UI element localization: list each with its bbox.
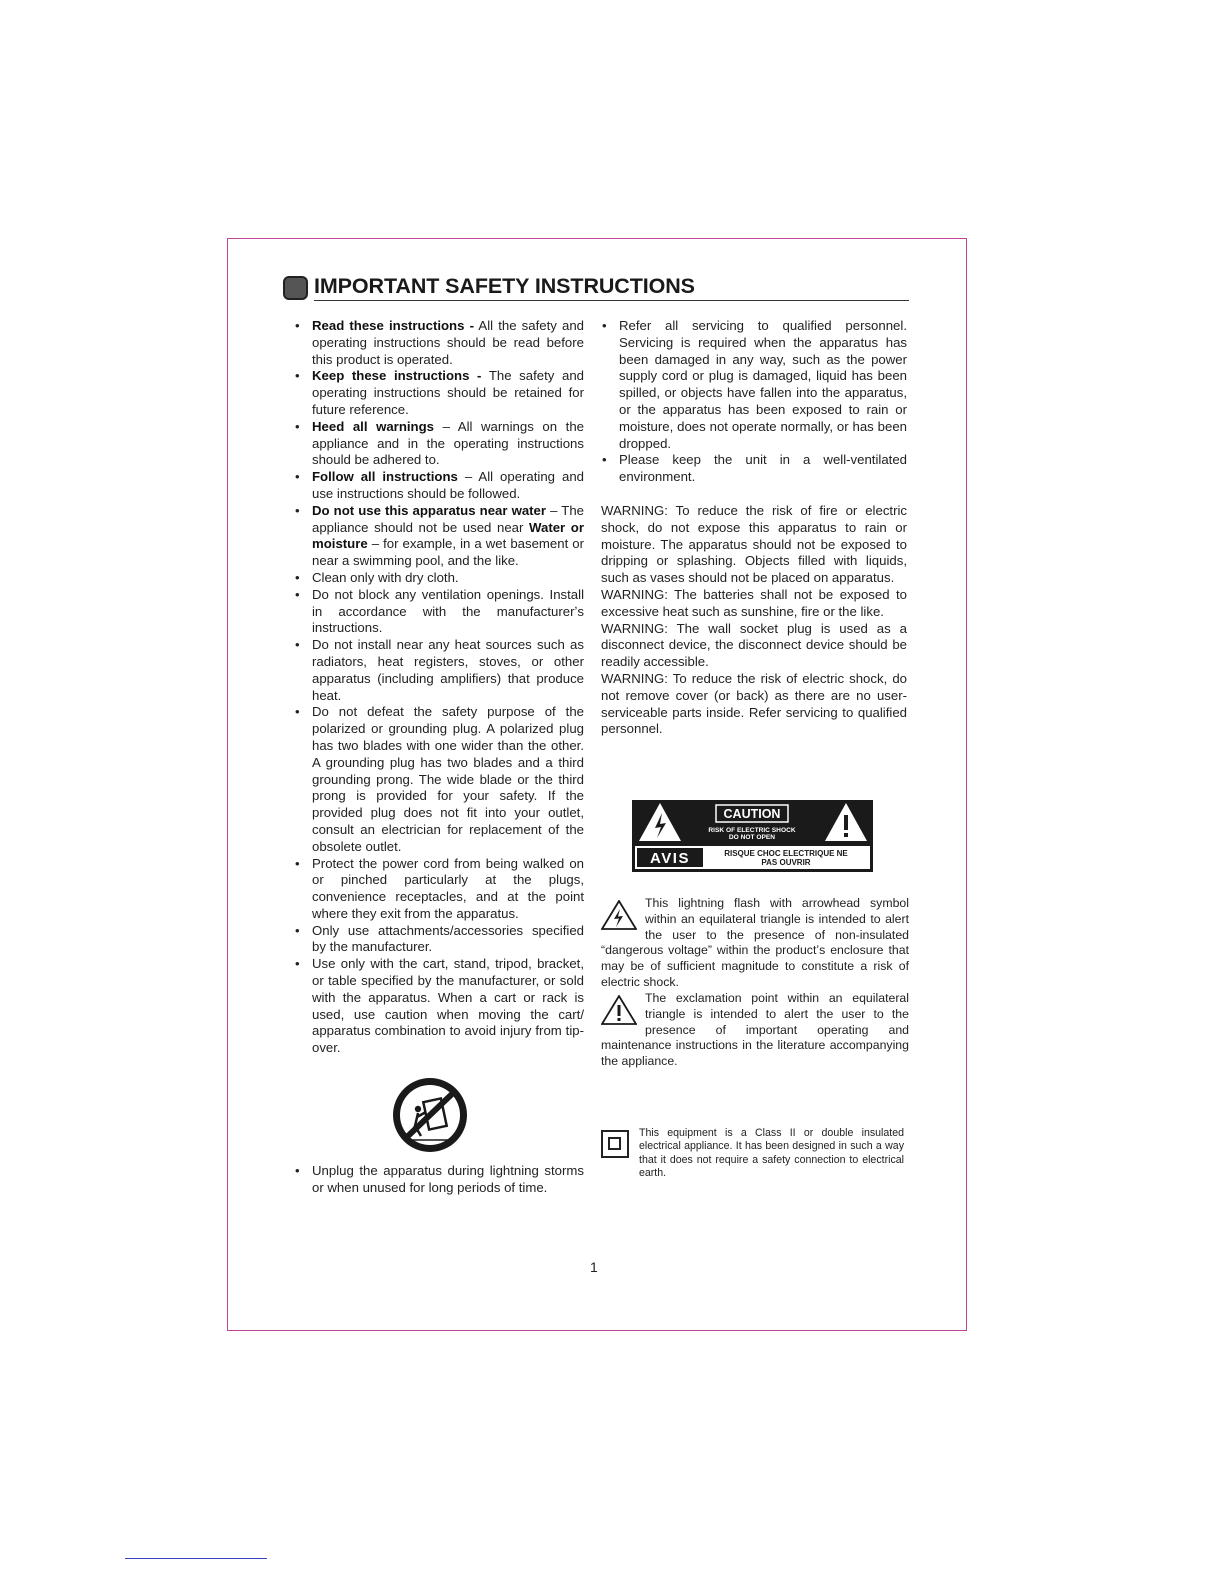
class-ii-text: This equipment is a Class II or double insulated electrical appliance. It has been designed in such a way that it does not require a safety connection to electrical earth. bbox=[639, 1127, 904, 1180]
page-title: IMPORTANT SAFETY INSTRUCTIONS bbox=[314, 274, 695, 298]
list-item bbox=[294, 469, 584, 503]
item-text: Unplug the apparatus during lightning storms or when unused for long periods of time. bbox=[312, 1163, 584, 1195]
list-item bbox=[294, 368, 584, 418]
item-text: Do not defeat the safety purpose of the polarized or grounding plug. A polarized plug has two blades with one wider than the other. A grounding plug has two blades and a third grounding prong. The wide blade or the third prong is provided for your safety. If the provided plug does not fit into your outlet, consult an electrician for replacement of the obsolete outlet. bbox=[312, 704, 584, 854]
list-item bbox=[294, 637, 584, 704]
warning-paragraph: WARNING: To reduce the risk of electric shock, do not remove cover (or back) as there are no user-serviceable parts inside. Refer servicing to qualified personnel. bbox=[601, 670, 907, 737]
footer-rule bbox=[125, 1558, 267, 1559]
item-text: – All operating and use instructions should be followed. bbox=[312, 469, 584, 501]
exclamation-symbol-explanation bbox=[601, 991, 909, 1070]
warning-paragraph: WARNING: To reduce the risk of fire or electric shock, do not expose this apparatus to rain or moisture. The apparatus should not be exposed to dripping or splashing. Objects filled with liquids, such as vases should not be placed on apparatus. bbox=[601, 502, 907, 586]
item-text-2: – for example, in a wet basement or near a swimming pool, and the like. bbox=[312, 536, 584, 569]
right-column bbox=[601, 318, 907, 738]
page-number: 1 bbox=[590, 1259, 598, 1275]
item-text: – The appliance should not be used near bbox=[312, 502, 584, 535]
left-column bbox=[294, 318, 584, 1057]
list-item bbox=[294, 318, 584, 368]
list-item bbox=[601, 318, 907, 452]
item-text: Do not install near any heat sources such as radiators, heat registers, stoves, or other apparatus (including amplifiers) that produce heat. bbox=[312, 637, 584, 703]
avis-text: AVIS bbox=[650, 850, 690, 867]
caution-label bbox=[632, 800, 873, 872]
item-text: Refer all servicing to qualified personnel. Servicing is required when the apparatus has been damaged in any way, such as the power supply cord or plug is damaged, liquid has been spilled, or objects have fallen into the apparatus, or the apparatus has been exposed to rain or moisture, does not operate normally, or has been dropped. bbox=[619, 318, 907, 451]
warnings-block bbox=[601, 503, 907, 738]
caution-subtext-2: DO NOT OPEN bbox=[728, 834, 776, 841]
left-instruction-list bbox=[294, 318, 584, 1057]
list-item bbox=[294, 570, 584, 587]
lightning-symbol-explanation bbox=[601, 896, 909, 991]
list-item bbox=[294, 587, 584, 637]
item-heading: Do not use this apparatus near water bbox=[312, 502, 547, 518]
unplug-list bbox=[294, 1163, 584, 1197]
double-insulation-icon bbox=[601, 1130, 629, 1158]
item-heading: Heed all warnings bbox=[312, 418, 434, 434]
item-text: Do not block any ventilation openings. Install in accordance with the manufacturerʼs instructions. bbox=[312, 586, 584, 636]
list-item bbox=[294, 1163, 584, 1197]
right-instruction-list bbox=[601, 318, 907, 486]
list-item bbox=[294, 704, 584, 855]
item-text: Protect the power cord from being walked on or pinched particularly at the plugs, convenience receptacles, and at the point where they exit from the apparatus. bbox=[312, 855, 584, 921]
list-item bbox=[294, 956, 584, 1057]
cart-tipover-warning-icon bbox=[390, 1076, 470, 1154]
exclamation-triangle-icon bbox=[601, 995, 637, 1025]
section-header bbox=[283, 274, 909, 302]
list-item bbox=[294, 856, 584, 923]
list-item bbox=[601, 452, 907, 486]
lightning-triangle-icon bbox=[601, 900, 637, 930]
list-item bbox=[294, 419, 584, 469]
caution-text: CAUTION bbox=[723, 807, 781, 821]
lightning-symbol-text: This lightning flash with arrowhead symbol within an equilateral triangle is intended to alert the user to the presence of non-insulated “dangerous voltage” within the productʼs enclosure that may be of sufficient magnitude to constitute a risk of electric shock. bbox=[601, 896, 909, 989]
item-heading: Follow all instructions bbox=[312, 469, 458, 485]
warning-paragraph: WARNING: The wall socket plug is used as a disconnect device, the disconnect device should be readily accessible. bbox=[601, 620, 907, 670]
caution-subtext-1: RISK OF ELECTRIC SHOCK bbox=[708, 827, 796, 834]
item-heading: Read these instructions - bbox=[312, 318, 474, 333]
exclamation-symbol-text: The exclamation point within an equilateral triangle is intended to alert the user to the presence of important operating and maintenance instructions in the literature accompanying the appliance. bbox=[601, 991, 909, 1069]
item-text: – All warnings on the appliance and in the operating instructions should be adhered to. bbox=[312, 418, 584, 468]
unplug-instruction bbox=[294, 1163, 584, 1197]
item-text: Please keep the unit in a well-ventilated environment. bbox=[619, 452, 907, 485]
item-text: All the safety and operating instructions should be read before this product is operated. bbox=[312, 318, 584, 367]
header-rule bbox=[314, 300, 909, 301]
warning-paragraph: WARNING: The batteries shall not be exposed to excessive heat such as sunshine, fire or the like. bbox=[601, 586, 907, 619]
exclamation-icon bbox=[844, 815, 848, 830]
item-heading: Keep these instructions - bbox=[312, 368, 482, 384]
item-text: Clean only with dry cloth. bbox=[312, 569, 459, 585]
header-bullet-icon bbox=[283, 276, 308, 300]
item-text: The safety and operating instructions should be retained for future reference. bbox=[312, 368, 584, 417]
item-text: Only use attachments/accessories specified by the manufacturer. bbox=[312, 922, 584, 955]
avis-subtext-2: PAS OUVRIR bbox=[761, 858, 811, 867]
list-item bbox=[294, 923, 584, 957]
avis-subtext-1: RISQUE CHOC ELECTRIQUE NE bbox=[724, 849, 848, 858]
list-item bbox=[294, 503, 584, 570]
item-heading-2: Water or moisture bbox=[312, 519, 584, 552]
item-text: Use only with the cart, stand, tripod, bracket, or table specified by the manufacturer, or sold with the apparatus. When a cart or rack is used, use caution when moving the cart/ apparatus combination to avoid injury from tip-over. bbox=[312, 956, 584, 1056]
